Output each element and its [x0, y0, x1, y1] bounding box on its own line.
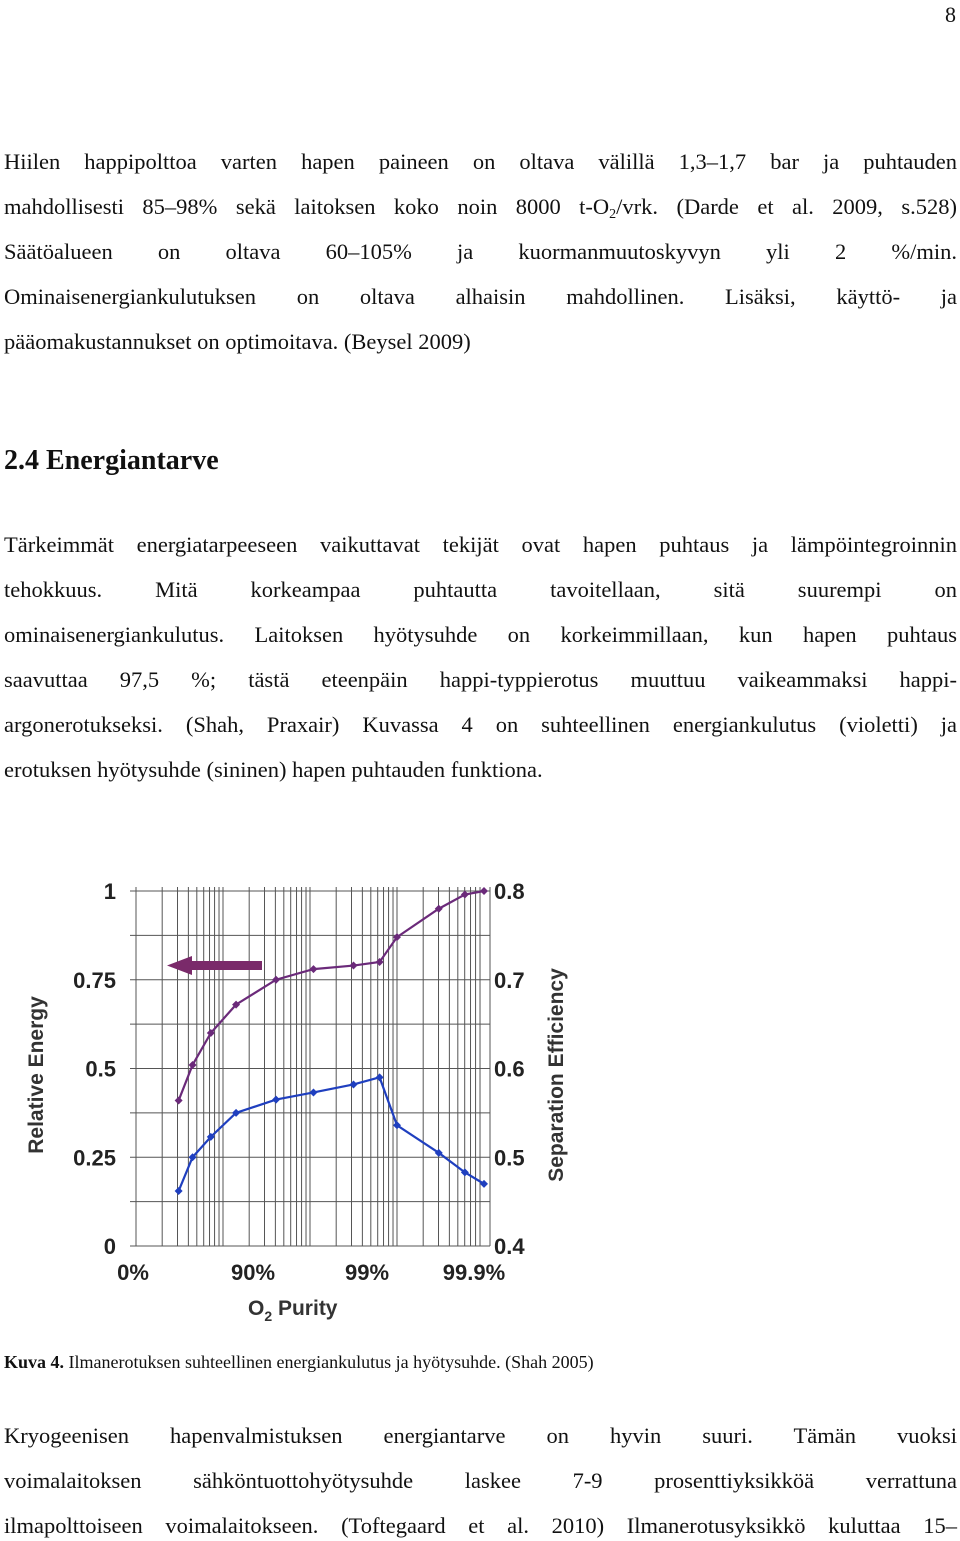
paragraph-1-line-2-rest: /vrk. (Darde et al. 2009, s.528) — [616, 194, 957, 219]
x-tick-label: 99% — [344, 1260, 390, 1285]
y-right-tick-label: 0.4 — [494, 1234, 525, 1259]
x-axis-label-rest: Purity — [272, 1297, 338, 1320]
caption-label: Kuva 4. — [4, 1352, 65, 1372]
y-right-label: Separation Efficiency — [545, 968, 568, 1182]
o2-subscript: 2 — [609, 207, 617, 222]
x-axis-label-main: O — [248, 1297, 265, 1320]
y-left-tick-label: 0.25 — [73, 1145, 116, 1171]
y-left-tick-label: 0 — [103, 1234, 116, 1259]
paragraph-1-line-4: Ominaisenergiankulutuksen on oltava alhaisin mahdollinen. Lisäksi, käyttö- ja — [4, 284, 957, 309]
paragraph-1-line-2 — [4, 192, 957, 222]
paragraph-1-line-5: pääomakustannukset on optimoitava. (Beysel 2009) — [4, 329, 471, 354]
y-left-tick-label: 0.5 — [85, 1056, 116, 1082]
x-axis-label-sub: 2 — [264, 1308, 273, 1324]
y-right-tick-label: 0.8 — [494, 879, 525, 904]
y-right-tick-label: 0.5 — [494, 1145, 525, 1171]
paragraph-3-line-1: Kryogeenisen hapenvalmistuksen energiantarve on hyvin suuri. Tämän vuoksi — [4, 1423, 957, 1448]
x-tick-label: 90% — [230, 1260, 276, 1285]
energy-arrow-shaft — [190, 961, 262, 970]
x-tick-label: 0% — [117, 1260, 149, 1285]
paragraph-3-line-3: ilmapolttoiseen voimalaitokseen. (Toftegaard et al. 2010) Ilmanerotusyksikkö kuluttaa 15– — [4, 1513, 957, 1538]
paragraph-3-line-2: voimalaitoksen sähköntuottohyötysuhde laskee 7-9 prosenttiyksikköä verrattuna — [4, 1468, 957, 1493]
paragraph-2-line-6: erotuksen hyötysuhde (sininen) hapen puhtauden funktiona. — [4, 757, 543, 782]
paragraph-2-line-5: argonerotukseksi. (Shah, Praxair) Kuvassa 4 on suhteellinen energiankulutus (violetti) ja — [4, 712, 957, 737]
paragraph-2-line-1: Tärkeimmät energiatarpeeseen vaikuttavat tekijät ovat hapen puhtaus ja lämpöintegroinnin — [4, 532, 957, 557]
section-heading: 2.4 Energiantarve — [4, 445, 219, 476]
energy-efficiency-chart — [0, 860, 600, 1330]
y-left-tick-label: 1 — [103, 879, 116, 904]
x-axis-label — [248, 1297, 338, 1324]
paragraph-1-line-1: Hiilen happipolttoa varten hapen paineen on oltava välillä 1,3–1,7 bar ja puhtauden — [4, 149, 957, 174]
paragraph-2-line-2: tehokkuus. Mitä korkeampaa puhtautta tavoitellaan, sitä suurempi on — [4, 577, 957, 602]
y-right-tick-label: 0.6 — [494, 1056, 525, 1082]
figure-caption — [4, 1350, 594, 1374]
page-number: 8 — [945, 2, 956, 27]
y-left-tick-label: 0.75 — [73, 967, 116, 993]
paragraph-1-line-2-text: mahdollisesti 85–98% sekä laitoksen koko noin 8000 t-O — [4, 194, 610, 219]
paragraph-2-line-3: ominaisenergiankulutus. Laitoksen hyötysuhde on korkeimmillaan, kun hapen puhtaus — [4, 622, 957, 647]
caption-text: Ilmanerotuksen suhteellinen energiankulutus ja hyötysuhde. (Shah 2005) — [64, 1352, 594, 1372]
paragraph-1-line-3: Säätöalueen on oltava 60–105% ja kuormanmuutoskyvyn yli 2 %/min. — [4, 239, 957, 264]
y-right-tick-label: 0.7 — [494, 967, 525, 993]
paragraph-2-line-4: saavuttaa 97,5 %; tästä eteenpäin happi-typpierotus muuttuu vaikeammaksi happi- — [4, 667, 957, 692]
y-left-label: Relative Energy — [25, 996, 48, 1154]
x-tick-label: 99.9% — [442, 1260, 506, 1285]
